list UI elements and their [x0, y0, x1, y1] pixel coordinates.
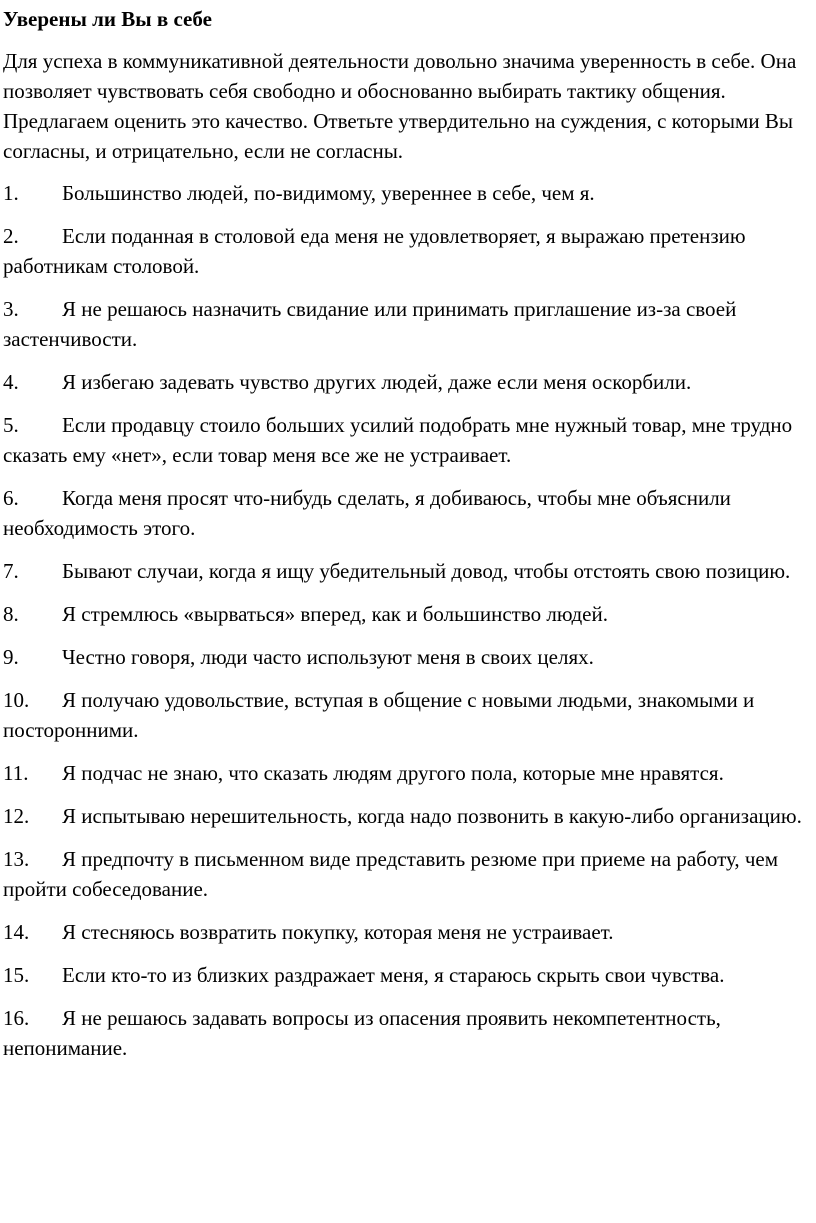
statement-number: 14.	[3, 920, 30, 944]
statement-number: 16.	[3, 1006, 30, 1030]
statement-item	[3, 801, 808, 831]
statement-number: 6.	[3, 486, 19, 510]
statement-text: Если продавцу стоило больших усилий подобрать мне нужный товар, мне трудно сказать ему «нет», если товар меня все же не устраивает.	[3, 413, 793, 467]
statement-item	[3, 556, 808, 586]
statement-item	[3, 642, 808, 672]
statement-item	[3, 221, 808, 281]
statement-text: Я испытываю нерешительность, когда надо позвонить в какую-либо организацию.	[62, 804, 802, 828]
statement-item	[3, 917, 808, 947]
statement-number: 10.	[3, 688, 30, 712]
statement-text: Если кто-то из близких раздражает меня, я стараюсь скрыть свои чувства.	[62, 963, 725, 987]
statement-number: 7.	[3, 559, 19, 583]
statement-number: 15.	[3, 963, 30, 987]
statement-item	[3, 410, 808, 470]
intro-paragraph: Для успеха в коммуникативной деятельности довольно значима уверенность в себе. Она позволяет чувствовать себя свободно и обоснованно выбирать тактику общения. Предлагаем оценить это качество. Ответьте утвердительно на суждения, с которыми Вы согласны, и отрицательно, если не согласны.	[3, 49, 797, 163]
statement-number: 5.	[3, 413, 19, 437]
statement-text: Честно говоря, люди часто используют меня в своих целях.	[62, 645, 594, 669]
statement-text: Я предпочту в письменном виде представить резюме при приеме на работу, чем пройти собеседование.	[3, 847, 779, 901]
statement-item	[3, 844, 808, 904]
statement-item	[3, 1003, 808, 1063]
statement-number: 12.	[3, 804, 30, 828]
statement-list	[3, 178, 808, 1063]
statement-item	[3, 599, 808, 629]
statement-text: Я стесняюсь возвратить покупку, которая меня не устраивает.	[62, 920, 614, 944]
statement-text: Я стремлюсь «вырваться» вперед, как и большинство людей.	[62, 602, 608, 626]
statement-text: Когда меня просят что-нибудь сделать, я добиваюсь, чтобы мне объяснили необходимость этого.	[3, 486, 731, 540]
statement-text: Я не решаюсь задавать вопросы из опасения проявить некомпетентность, непонимание.	[3, 1006, 721, 1060]
statement-text: Если поданная в столовой еда меня не удовлетворяет, я выражаю претензию работникам столовой.	[3, 224, 746, 278]
statement-number: 3.	[3, 297, 19, 321]
statement-item	[3, 294, 808, 354]
statement-item	[3, 483, 808, 543]
statement-number: 9.	[3, 645, 19, 669]
statement-text: Я избегаю задевать чувство других людей, даже если меня оскорбили.	[62, 370, 692, 394]
statement-item	[3, 367, 808, 397]
statement-text: Большинство людей, по-видимому, увереннее в себе, чем я.	[62, 181, 595, 205]
statement-number: 11.	[3, 761, 29, 785]
statement-number: 2.	[3, 224, 19, 248]
statement-item	[3, 178, 808, 208]
statement-number: 13.	[3, 847, 30, 871]
document-title: Уверены ли Вы в себе	[3, 7, 212, 31]
statement-text: Бывают случаи, когда я ищу убедительный довод, чтобы отстоять свою позицию.	[62, 559, 791, 583]
statement-item	[3, 685, 808, 745]
statement-number: 1.	[3, 181, 19, 205]
statement-number: 8.	[3, 602, 19, 626]
statement-text: Я подчас не знаю, что сказать людям другого пола, которые мне нравятся.	[62, 761, 724, 785]
statement-item	[3, 960, 808, 990]
statement-text: Я получаю удовольствие, вступая в общение с новыми людьми, знакомыми и посторонними.	[3, 688, 755, 742]
statement-item	[3, 758, 808, 788]
statement-text: Я не решаюсь назначить свидание или принимать приглашение из-за своей застенчивости.	[3, 297, 737, 351]
statement-number: 4.	[3, 370, 19, 394]
